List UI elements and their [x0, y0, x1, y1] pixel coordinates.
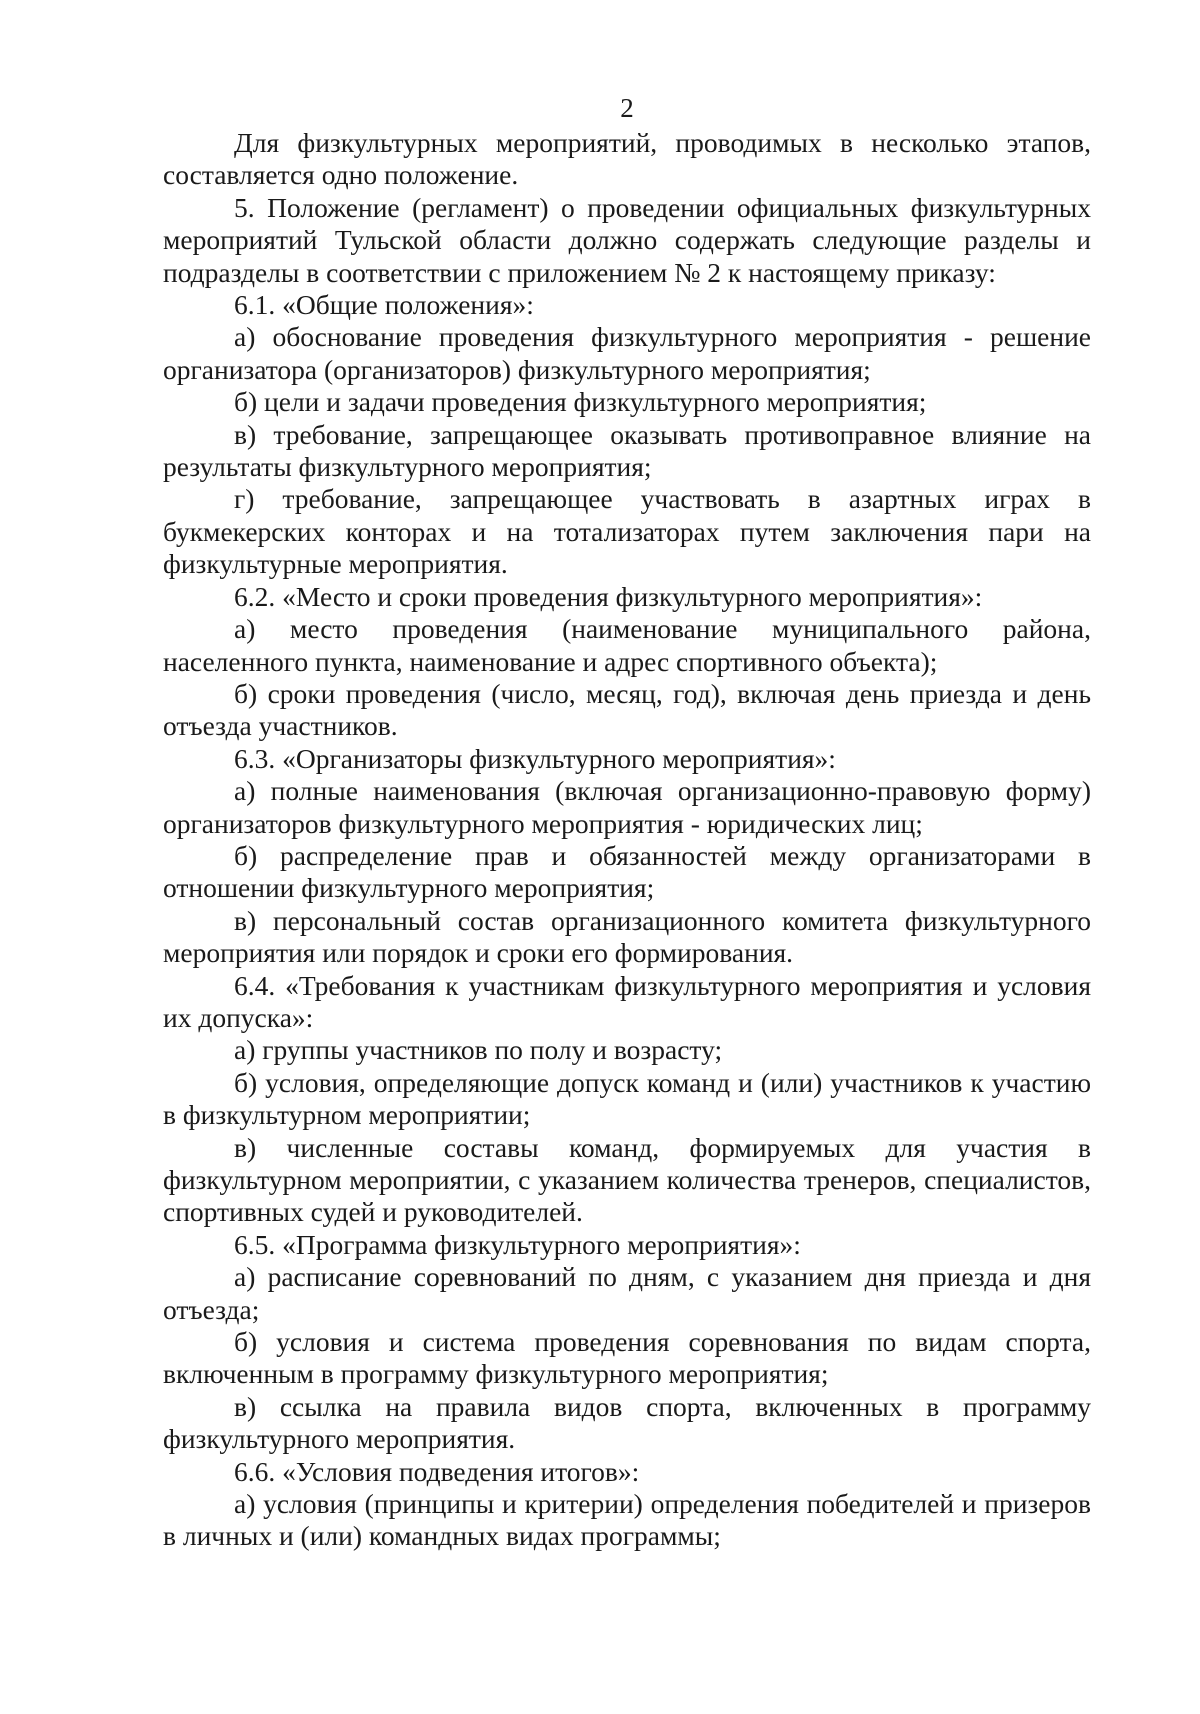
paragraph: в) ссылка на правила видов спорта, включенных в программу физкультурного мероприятия. — [163, 1390, 1091, 1455]
paragraph: а) расписание соревнований по дням, с указанием дня приезда и дня отъезда; — [163, 1261, 1091, 1325]
paragraph: б) условия и система проведения соревнования по видам спорта, включенным в программу физкультурного мероприятия; — [163, 1326, 1091, 1390]
section-heading: 6.5. «Программа физкультурного мероприятия»: — [234, 1228, 801, 1260]
paragraph: а) условия (принципы и критерии) определения победителей и призеров в личных и (или) командных видах программы; — [163, 1488, 1091, 1552]
section-heading: 6.3. «Организаторы физкультурного мероприятия»: — [234, 742, 836, 774]
paragraph: б) цели и задачи проведения физкультурного мероприятия; — [234, 386, 927, 418]
document-body — [163, 127, 1091, 1553]
paragraph: в) персональный состав организационного комитета физкультурного мероприятия или порядок и сроки его формирования. — [163, 904, 1091, 969]
section-heading: 6.2. «Место и сроки проведения физкультурного мероприятия»: — [234, 580, 983, 612]
paragraph: б) сроки проведения (число, месяц, год), включая день приезда и день отъезда участников. — [163, 677, 1091, 742]
paragraph: г) требование, запрещающее участвовать в азартных играх в букмекерских конторах и на тотализаторах путем заключения пари на физкультурные мероприятия. — [163, 483, 1091, 580]
paragraph: а) обоснование проведения физкультурного мероприятия - решение организатора (организаторов) физкультурного мероприятия; — [163, 321, 1091, 385]
paragraph: в) требование, запрещающее оказывать противоправное влияние на результаты физкультурного мероприятия; — [163, 418, 1091, 483]
paragraph: б) условия, определяющие допуск команд и (или) участников к участию в физкультурном мероприятии; — [163, 1066, 1091, 1131]
paragraph: б) распределение прав и обязанностей между организаторами в отношении физкультурного мероприятия; — [163, 839, 1091, 904]
paragraph: а) полные наименования (включая организационно-правовую форму) организаторов физкультурного мероприятия - юридических лиц; — [163, 775, 1091, 839]
section-heading: 6.6. «Условия подведения итогов»: — [234, 1455, 640, 1487]
section-heading: 6.4. «Требования к участникам физкультурного мероприятия и условия их допуска»: — [163, 969, 1091, 1033]
paragraph: а) место проведения (наименование муниципального района, населенного пункта, наименование и адрес спортивного объекта); — [163, 613, 1091, 677]
paragraph: в) численные составы команд, формируемых для участия в физкультурном мероприятии, с указанием количества тренеров, специалистов, спортивных судей и руководителей. — [163, 1131, 1091, 1228]
paragraph: а) группы участников по полу и возрасту; — [234, 1034, 723, 1066]
section-heading: 6.1. «Общие положения»: — [234, 289, 534, 321]
paragraph: 5. Положение (регламент) о проведении официальных физкультурных мероприятий Тульской области должно содержать следующие разделы и подразделы в соответствии с приложением № 2 к настоящему приказу: — [163, 191, 1091, 288]
page-number: 2 — [620, 93, 634, 123]
paragraph: Для физкультурных мероприятий, проводимых в несколько этапов, составляется одно положение. — [163, 127, 1091, 191]
